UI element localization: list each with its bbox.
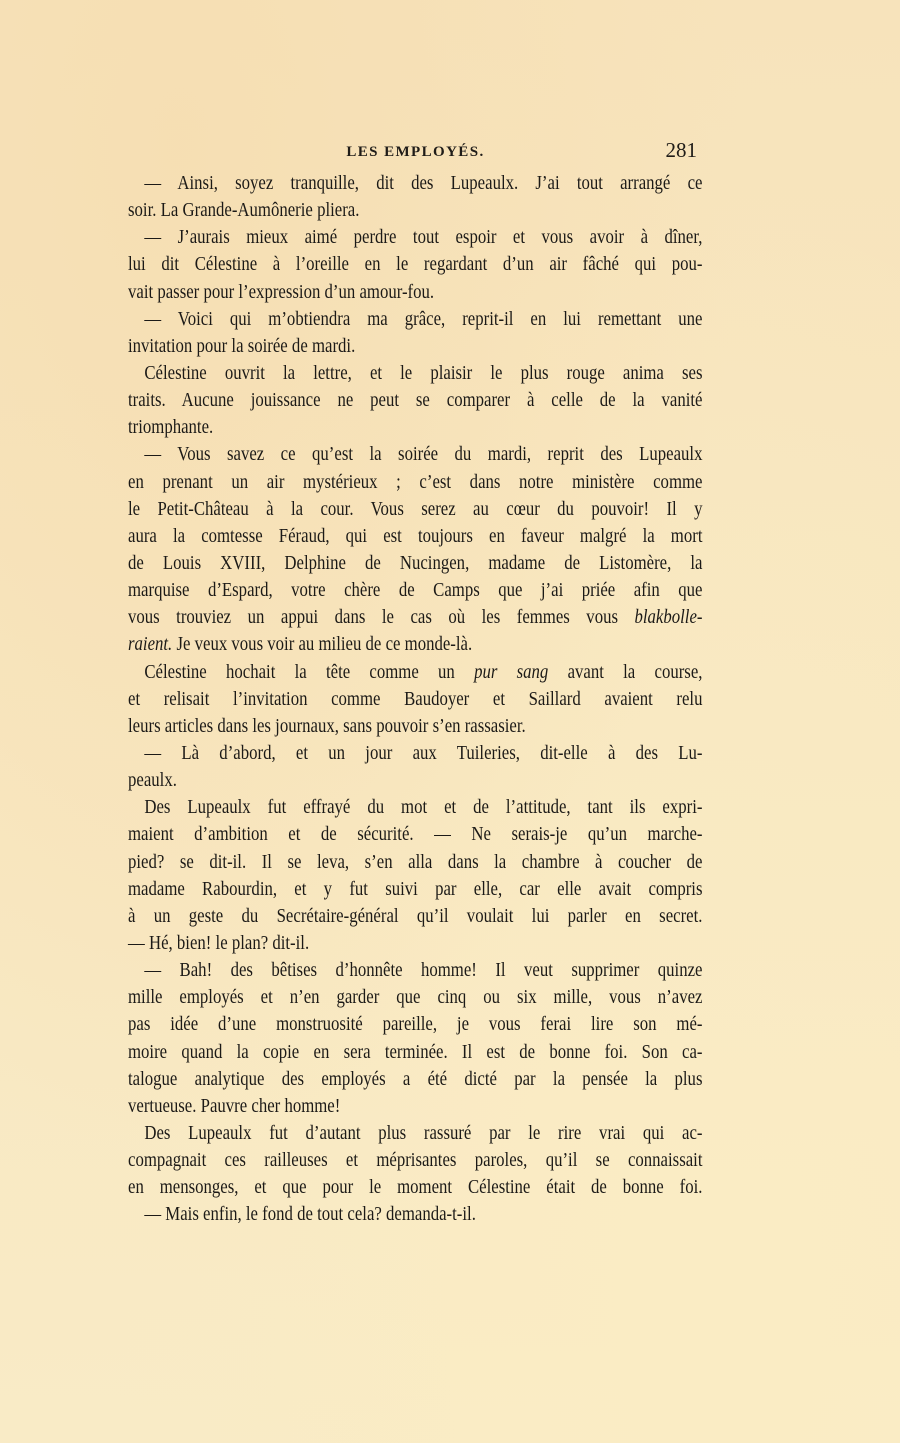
text-line: en prenant un air mystérieux ; c’est dans notre ministère comme	[128, 471, 703, 493]
text-line: — Ainsi, soyez tranquille, dit des Lupeaulx. J’ai tout arrangé ce	[144, 173, 703, 194]
text-line: — Vous savez ce qu’est la soirée du mardi, reprit des Lupeaulx	[144, 444, 703, 466]
running-head	[128, 138, 703, 164]
text-line	[128, 631, 702, 658]
text-line: aura la comtesse Féraud, qui est toujours en faveur malgré la mort	[128, 525, 703, 547]
text-segment: Célestine hochait la tête comme un	[144, 661, 475, 683]
text-segment: avant la course,	[548, 661, 703, 683]
body-text	[128, 170, 703, 1228]
text-segment: Je veux vous voir au milieu de ce monde-là.	[172, 634, 473, 656]
text-line: leurs articles dans les journaux, sans pouvoir s’en rassasier.	[128, 715, 526, 737]
text-line: — Là d’abord, et un jour aux Tuileries, dit-elle à des Lu-	[144, 742, 703, 764]
text-line: — Mais enfin, le fond de tout cela? demanda-t-il.	[144, 1204, 476, 1226]
text-line: compagnait ces railleuses et méprisantes paroles, qu’il se connaissait	[128, 1150, 703, 1172]
italic-word: pur sang	[474, 661, 549, 683]
text-line: pied? se dit-il. Il se leva, s’en alla dans la chambre à coucher de	[128, 851, 703, 873]
text-line: vertueuse. Pauvre cher homme!	[128, 1095, 341, 1117]
text-line: triomphante.	[128, 417, 214, 439]
text-line: moire quand la copie en sera terminée. Il est de bonne foi. Son ca-	[128, 1041, 703, 1063]
text-line: — Hé, bien! le plan? dit-il.	[128, 932, 310, 954]
text-line	[128, 604, 702, 631]
text-line: — Voici qui m’obtiendra ma grâce, reprit-il en lui remettant une	[144, 308, 703, 330]
text-line: invitation pour la soirée de mardi.	[128, 335, 356, 357]
text-line: lui dit Célestine à l’oreille en le regardant d’un air fâché qui pou-	[128, 254, 703, 276]
text-line: traits. Aucune jouissance ne peut se comparer à celle de la vanité	[128, 390, 703, 412]
text-line: Des Lupeaulx fut d’autant plus rassuré par le rire vrai qui ac-	[144, 1122, 703, 1144]
text-line: en mensonges, et que pour le moment Célestine était de bonne foi.	[128, 1177, 703, 1199]
text-line: pas idée d’une monstruosité pareille, je vous ferai lire son mé-	[128, 1014, 703, 1036]
text-line	[128, 659, 702, 686]
text-line: et relisait l’invitation comme Baudoyer et Saillard avaient relu	[128, 688, 703, 710]
text-line: soir. La Grande-Aumônerie pliera.	[128, 200, 360, 222]
text-line: talogue analytique des employés a été dicté par la pensée la plus	[128, 1068, 703, 1090]
text-line: — Bah! des bêtises d’honnête homme! Il veut supprimer quinze	[144, 960, 703, 982]
text-line: Des Lupeaulx fut effrayé du mot et de l’attitude, tant ils expri-	[144, 797, 703, 819]
text-line: Célestine ouvrit la lettre, et le plaisir le plus rouge anima ses	[144, 362, 703, 384]
text-line: vait passer pour l’expression d’un amour-fou.	[128, 281, 435, 303]
italic-word: raient.	[128, 634, 173, 656]
text-line: madame Rabourdin, et y fut suivi par elle, car elle avait compris	[128, 878, 703, 900]
text-line: le Petit-Château à la cour. Vous serez au cœur du pouvoir! Il y	[128, 498, 703, 520]
running-title: LES EMPLOYÉS.	[346, 144, 485, 160]
text-line: mille employés et n’en garder que cinq ou six mille, vous n’avez	[128, 987, 703, 1009]
text-line: peaulx.	[128, 770, 177, 792]
italic-word: blakbolle-	[634, 607, 703, 629]
text-line: maient d’ambition et de sécurité. — Ne serais-je qu’un marche-	[128, 824, 703, 846]
text-segment: vous trouviez un appui dans le cas où les femmes vous	[128, 607, 635, 629]
text-line: marquise d’Espard, votre chère de Camps que j’ai priée afin que	[128, 580, 703, 602]
page-number: 281	[665, 138, 697, 162]
text-line: — J’aurais mieux aimé perdre tout espoir et vous avoir à dîner,	[144, 227, 703, 249]
text-line: à un geste du Secrétaire-général qu’il voulait lui parler en secret.	[128, 905, 703, 927]
text-line: de Louis XVIII, Delphine de Nucingen, madame de Listomère, la	[128, 552, 703, 574]
